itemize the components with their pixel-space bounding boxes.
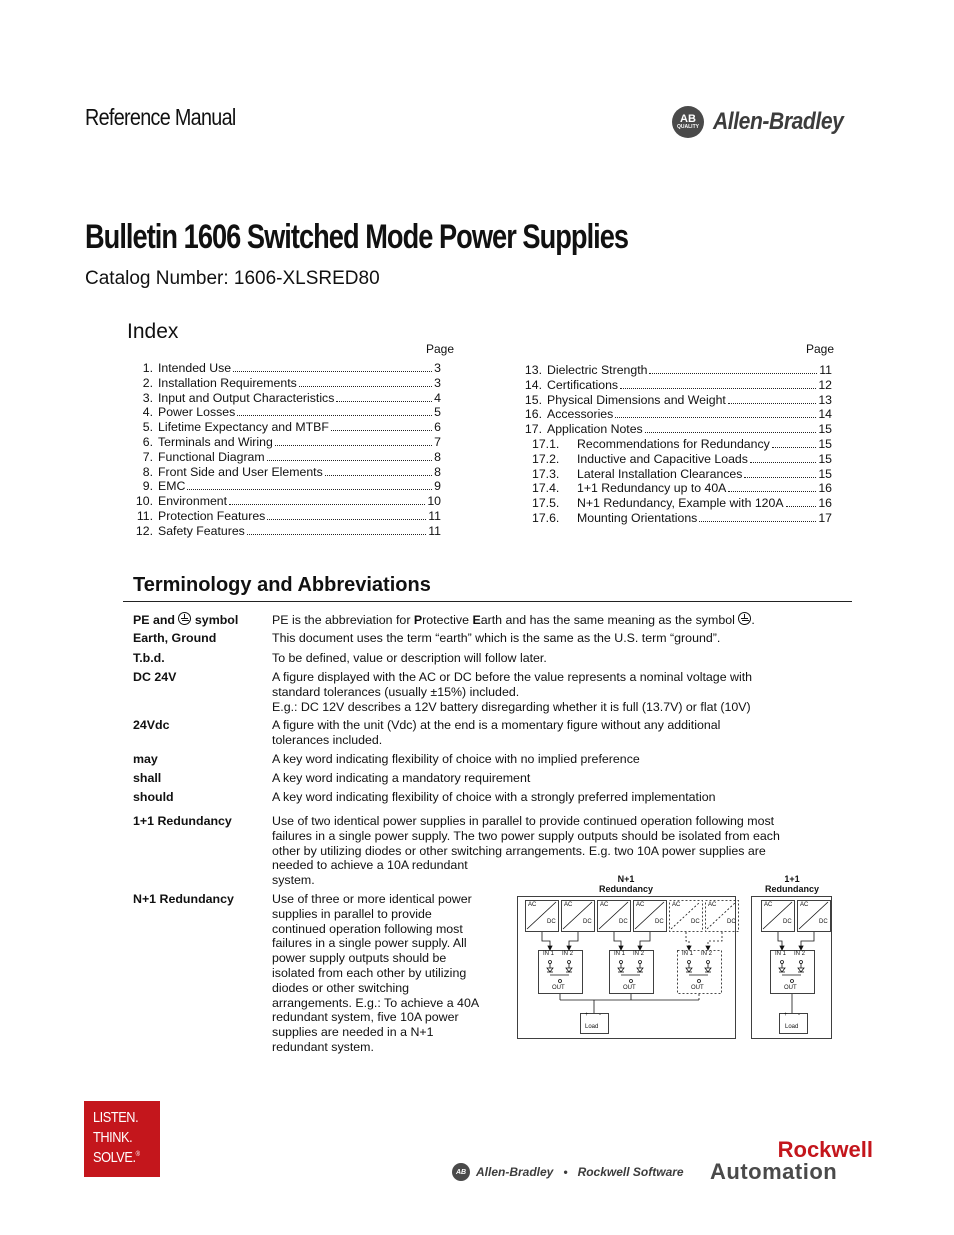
toc-label: Safety Features <box>158 523 245 538</box>
toc-entry <box>131 478 441 493</box>
toc-entry <box>532 436 832 451</box>
definition-line: arrangements. E.g.: To achieve a 40A <box>272 995 480 1010</box>
terminology-heading: Terminology and Abbreviations <box>133 574 431 596</box>
diode-symbol <box>566 968 572 972</box>
toc-leader <box>299 386 432 387</box>
diode-symbol <box>779 968 785 972</box>
in2-label: IN 2 <box>562 951 574 957</box>
n1-frame <box>518 897 736 1039</box>
arrow <box>548 946 552 950</box>
wire <box>708 932 722 950</box>
toc-page: 3 <box>434 361 441 375</box>
toc-label: 1+1 Redundancy up to 40A <box>577 481 727 496</box>
definition-line: power supply outputs should be <box>272 951 447 966</box>
definition <box>272 771 530 786</box>
arrow <box>619 946 623 950</box>
term: may <box>133 752 158 766</box>
definition-line: A figure displayed with the AC or DC before the value represents a nominal voltage with <box>272 670 753 684</box>
toc-leader <box>229 504 425 505</box>
footer-allen-bradley: Allen-Bradley <box>476 1165 554 1179</box>
allen-bradley-logo <box>672 106 861 138</box>
toc-number: 5. <box>142 420 153 435</box>
toc-entry <box>532 466 832 481</box>
toc-entry <box>532 510 832 525</box>
brand-name: Allen-Bradley <box>713 108 844 135</box>
toc-leader <box>233 371 432 372</box>
1p1-redundancy-title: 1+1 Redundancy <box>764 874 819 894</box>
definition <box>272 814 780 888</box>
toc-page: 15 <box>818 451 832 466</box>
toc-label: Intended Use <box>158 361 232 375</box>
toc-leader <box>750 462 816 463</box>
ac-label: AC <box>708 902 717 908</box>
toc-leader <box>187 489 432 490</box>
out-terminal <box>559 980 562 983</box>
toc-label: Functional Diagram <box>158 449 265 464</box>
toc-number: 14. <box>524 377 542 392</box>
catalog-number: Catalog Number: 1606-XLSRED80 <box>85 268 380 289</box>
definition <box>272 718 720 748</box>
term: N+1 Redundancy <box>133 892 234 906</box>
toc-label: Power Losses <box>158 405 236 420</box>
definition-line: diodes or other switching <box>272 980 410 995</box>
arrow <box>780 946 784 950</box>
term-pe: PE and symbol <box>133 613 239 627</box>
section-divider <box>123 601 852 602</box>
toc-leader <box>247 534 426 535</box>
dc-label: DC <box>547 919 556 925</box>
term: T.b.d. <box>133 651 165 665</box>
toc-label: Inductive and Capacitive Loads <box>577 451 748 466</box>
toc-entry <box>532 495 832 510</box>
ra-automation: Automation <box>710 1159 838 1184</box>
footer-separator: • <box>563 1165 568 1179</box>
toc-label: Certifications <box>547 377 619 392</box>
toc-number: 16. <box>524 407 542 422</box>
ac-label: AC <box>564 902 573 908</box>
toc-label: Physical Dimensions and Weight <box>547 392 726 407</box>
toc-page: 7 <box>434 435 441 449</box>
toc-label: EMC <box>158 479 186 494</box>
terminal-dot <box>800 961 803 964</box>
dc-label: DC <box>619 919 628 925</box>
toc-label: Dielectric Strength <box>547 363 648 377</box>
toc-page: 11 <box>428 523 441 538</box>
terminal-dot <box>639 961 642 964</box>
wire <box>778 932 782 950</box>
toc-number: 17.1. <box>532 437 560 451</box>
toc-label: Lateral Installation Clearances <box>577 466 743 481</box>
dc-label: DC <box>691 919 700 925</box>
toc-page: 8 <box>434 449 441 464</box>
toc-number: 2. <box>142 375 153 390</box>
toc-number: 9. <box>142 479 153 494</box>
toc-label: Application Notes <box>547 422 643 437</box>
toc-entry <box>131 523 441 538</box>
toc-leader <box>237 415 432 416</box>
lts-line-3: SOLVE.® <box>93 1149 140 1166</box>
document-type: Reference Manual <box>85 104 236 130</box>
term: DC 24V <box>133 670 177 684</box>
protective-earth-icon <box>738 612 751 625</box>
in2-label: IN 2 <box>633 951 645 957</box>
definition-line: standard tolerances (usually ±15%) included. <box>272 684 520 699</box>
definition-line: failures in a single power supply. All <box>272 936 467 951</box>
load-label: Load <box>785 1024 799 1030</box>
toc-leader <box>275 445 432 446</box>
toc-label: Input and Output Characteristics <box>158 390 335 405</box>
term: 24Vdc <box>133 718 170 732</box>
index-heading: Index <box>127 320 179 343</box>
definition-line: Use of three or more identical power <box>272 892 472 906</box>
arrow <box>687 946 691 950</box>
in2-label: IN 2 <box>794 951 806 957</box>
load-plus: + <box>585 1012 589 1018</box>
toc-page: 9 <box>434 479 441 494</box>
toc-page: 11 <box>428 509 441 523</box>
definition-line: system. <box>272 873 315 888</box>
wire <box>614 932 621 950</box>
toc-label: Installation Requirements <box>158 375 297 390</box>
toc-entry <box>131 464 441 479</box>
toc-entry <box>131 360 441 375</box>
definition-line: E.g.: DC 12V describes a 12V battery disregarding whether it is full (13.7V) or flat (10V) <box>272 699 751 714</box>
toc-number: 8. <box>142 464 153 479</box>
toc-entry <box>131 419 441 434</box>
wire <box>640 932 650 950</box>
toc-leader <box>728 403 816 404</box>
toc-page: 15 <box>818 437 832 451</box>
diode-symbol <box>705 968 711 972</box>
diode-symbol <box>547 968 553 972</box>
toc-entry <box>131 375 441 390</box>
toc-number: 17.3. <box>532 466 560 481</box>
toc-page: 13 <box>818 392 832 407</box>
out-label: OUT <box>623 985 636 991</box>
ac-label: AC <box>528 902 537 908</box>
toc-entry <box>516 421 832 436</box>
toc-label: N+1 Redundancy, Example with 120A <box>577 496 784 511</box>
definition-line: Use of two identical power supplies in parallel to provide continued operation following most <box>272 814 775 828</box>
toc-number: 7. <box>142 449 153 464</box>
definition <box>272 631 720 646</box>
definition-line: redundant system, five 10A power <box>272 1010 459 1025</box>
toc-page: 17 <box>818 511 832 525</box>
toc-number: 10. <box>135 494 153 509</box>
definition <box>272 670 752 714</box>
out-label: OUT <box>691 985 704 991</box>
in2-label: IN 2 <box>701 951 713 957</box>
diode-symbol <box>637 968 643 972</box>
terminal-dot <box>781 961 784 964</box>
toc-number: 17.2. <box>532 451 560 466</box>
in1-label: IN 1 <box>682 951 694 957</box>
toc-leader <box>267 460 433 461</box>
wire <box>569 932 578 950</box>
toc-entry <box>131 434 441 449</box>
ac-label: AC <box>800 902 809 908</box>
definition-line: supplies are needed in a N+1 <box>272 1025 434 1040</box>
definition-line: tolerances included. <box>272 732 383 747</box>
definition-line: To be defined, value or description will follow later. <box>272 651 547 665</box>
arrow <box>706 946 710 950</box>
definition-line: failures in a single power supply. The two power supply outputs should be isolated from each <box>272 828 780 843</box>
dc-label: DC <box>783 919 792 925</box>
toc-number: 6. <box>142 435 153 449</box>
out-terminal <box>630 980 633 983</box>
ac-label: AC <box>764 902 773 908</box>
toc-leader <box>325 475 432 476</box>
toc-entry <box>131 404 441 419</box>
definition-line: redundant system. <box>272 1039 374 1054</box>
definition-line: A key word indicating a mandatory requirement <box>272 771 531 785</box>
dc-label: DC <box>655 919 664 925</box>
footer-rockwell-software: Rockwell Software <box>577 1165 684 1179</box>
out-label: OUT <box>784 985 797 991</box>
terminal-dot <box>568 961 571 964</box>
dc-label: DC <box>819 919 828 925</box>
diode-symbol <box>798 968 804 972</box>
toc-page: 15 <box>818 466 832 481</box>
load-label: Load <box>585 1024 599 1030</box>
toc-page: 16 <box>818 481 832 496</box>
definition <box>272 752 640 767</box>
toc-label: Protection Features <box>158 509 266 523</box>
toc-page: 11 <box>819 363 832 377</box>
definition-line: supplies in parallel to provide <box>272 906 432 921</box>
terminal-dot <box>707 961 710 964</box>
toc-page: 14 <box>818 407 832 422</box>
footer-brands <box>452 1163 684 1181</box>
toc-number: 17.6. <box>532 511 560 525</box>
definition <box>272 651 547 666</box>
toc-leader <box>786 506 817 507</box>
terminal-dot <box>549 961 552 964</box>
load-minus: - <box>599 1012 601 1018</box>
wire <box>801 932 814 950</box>
lts-line-1: LISTEN. <box>93 1109 139 1126</box>
ab-badge-icon: AB QUALITY <box>672 106 704 138</box>
toc-leader <box>620 388 816 389</box>
toc-entry <box>532 451 832 466</box>
definition-line: A key word indicating flexibility of choice with no implied preference <box>272 752 640 766</box>
definition-line: other by utilizing diodes or other switching arrangements. E.g. two 10A power supplies are <box>272 843 766 858</box>
toc-number: 3. <box>142 390 153 405</box>
term: Earth, Ground <box>133 631 217 645</box>
toc-number: 13. <box>524 363 542 377</box>
toc-entry <box>532 480 832 495</box>
toc-number: 1. <box>142 361 153 375</box>
page-title: Bulletin 1606 Switched Mode Power Supplies <box>85 218 629 256</box>
definition-line: continued operation following most <box>272 921 463 936</box>
definition-line: A figure with the unit (Vdc) at the end is a momentary figure without any additional <box>272 718 721 732</box>
arrow <box>799 946 803 950</box>
toc-label: Front Side and User Elements <box>158 464 323 479</box>
toc-number: 4. <box>142 405 153 420</box>
term: should <box>133 790 174 804</box>
1p1-frame <box>752 897 832 1039</box>
toc-page: 15 <box>818 422 832 437</box>
terminal-dot <box>620 961 623 964</box>
toc-number: 17.4. <box>532 481 560 496</box>
toc-label: Mounting Orientations <box>577 511 698 525</box>
toc-page: 4 <box>434 390 441 405</box>
dc-label: DC <box>583 919 592 925</box>
def-pe: PE is the abbreviation for Protective Earth and has the same meaning as the symbol . <box>272 613 755 627</box>
toc-page: 16 <box>818 496 832 511</box>
toc-entry <box>516 362 832 377</box>
toc-entry <box>131 493 441 508</box>
protective-earth-icon <box>178 612 191 625</box>
in1-label: IN 1 <box>775 951 787 957</box>
lts-line-2: THINK. <box>93 1129 133 1146</box>
ac-label: AC <box>636 902 645 908</box>
in1-label: IN 1 <box>614 951 626 957</box>
terminal-dot <box>688 961 691 964</box>
load-plus: + <box>784 1012 788 1018</box>
toc-label: Recommendations for Redundancy <box>577 437 770 451</box>
toc-number: 12. <box>135 523 153 538</box>
toc-page: 10 <box>427 494 441 509</box>
out-terminal <box>698 980 701 983</box>
toc-leader <box>728 491 816 492</box>
toc-page: 3 <box>434 375 441 390</box>
toc-leader <box>772 447 817 448</box>
n1-redundancy-title: N+1 Redundancy <box>598 874 653 894</box>
toc-entry <box>131 390 441 405</box>
wire <box>542 932 550 950</box>
listen-think-solve-logo <box>84 1101 160 1177</box>
toc-entry <box>131 508 441 523</box>
toc-page: 5 <box>434 405 441 420</box>
toc-entry <box>516 377 832 392</box>
ac-label: AC <box>600 902 609 908</box>
toc-number: 17. <box>524 422 542 437</box>
page-column-header-left: Page <box>426 342 455 356</box>
toc-leader <box>649 373 817 374</box>
toc-number: 17.5. <box>532 496 560 511</box>
definition <box>272 790 716 805</box>
arrow <box>567 946 571 950</box>
definition-line: A key word indicating flexibility of choice with a strongly preferred implementation <box>272 790 716 804</box>
page-column-header-right: Page <box>806 342 835 356</box>
toc-page: 12 <box>818 377 832 392</box>
definition <box>272 892 479 1055</box>
definition-line: isolated from each other by utilizing <box>272 965 467 980</box>
toc-leader <box>699 521 816 522</box>
definition-line: This document uses the term “earth” which is the same as the U.S. term “ground”. <box>272 631 721 645</box>
toc-page: 6 <box>434 420 441 435</box>
toc-label: Terminals and Wiring <box>158 435 273 449</box>
toc-number: 15. <box>524 392 542 407</box>
dc-label: DC <box>727 919 736 925</box>
toc-leader <box>744 477 816 478</box>
load-minus: - <box>798 1012 800 1018</box>
wire <box>686 932 689 950</box>
ab-badge-icon: AB <box>452 1163 470 1181</box>
toc-leader <box>645 432 817 433</box>
toc-label: Environment <box>158 494 228 509</box>
out-terminal <box>791 980 794 983</box>
toc-label: Lifetime Expectancy and MTBF <box>158 420 329 435</box>
toc-label: Accessories <box>547 407 614 422</box>
ra-rockwell: Rockwell <box>777 1137 873 1162</box>
rockwell-automation-logo <box>710 1139 873 1183</box>
arrow <box>638 946 642 950</box>
toc-number: 11. <box>136 509 153 523</box>
toc-entry <box>516 392 832 407</box>
ac-label: AC <box>672 902 681 908</box>
term: 1+1 Redundancy <box>133 814 232 828</box>
toc-page: 8 <box>434 464 441 479</box>
toc-leader <box>336 401 432 402</box>
toc-entry <box>131 449 441 464</box>
toc-leader <box>331 430 432 431</box>
out-label: OUT <box>552 985 565 991</box>
toc-leader <box>615 417 816 418</box>
term: shall <box>133 771 162 785</box>
toc-entry <box>516 406 832 421</box>
toc-leader <box>267 519 426 520</box>
diode-symbol <box>618 968 624 972</box>
definition-line: needed to achieve a 10A redundant <box>272 858 468 873</box>
diode-symbol <box>686 968 692 972</box>
in1-label: IN 1 <box>543 951 555 957</box>
